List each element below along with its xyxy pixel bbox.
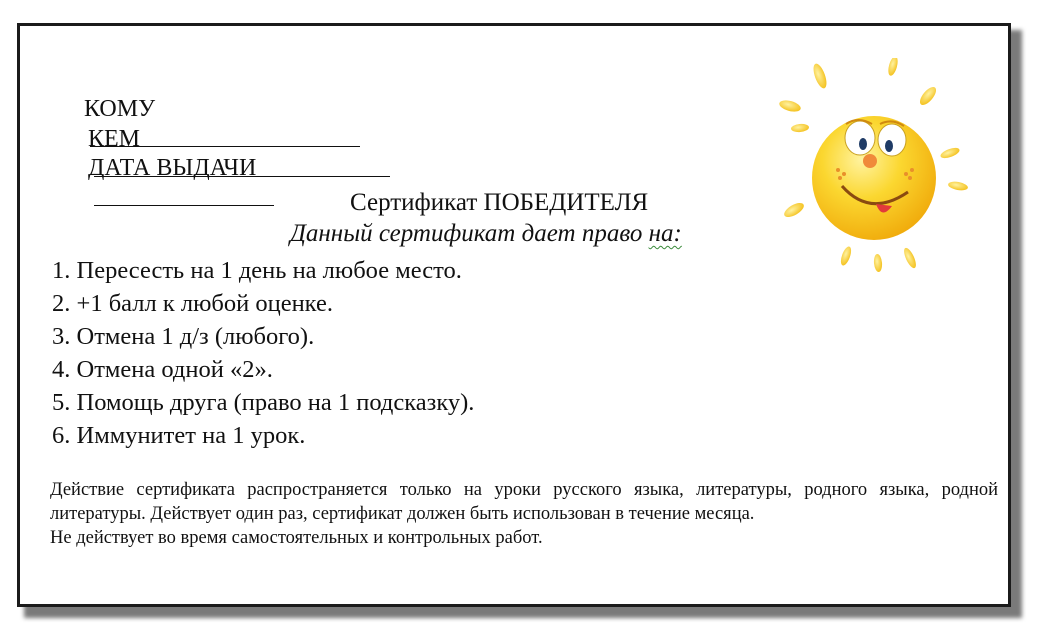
certificate-card (17, 23, 1011, 607)
terms-paragraph: Действие сертификата распространяется только на уроки русского языка, литературы, родного языка, родной литературы. Действует один раз, сертификат должен быть использован в течение месяца. (50, 480, 998, 524)
subtitle-underlined-text: на: (648, 220, 682, 247)
recipient-label: КОМУ (84, 96, 156, 122)
subtitle-text: Данный сертификат дает право (290, 220, 649, 247)
date-blank (94, 183, 274, 206)
date-label: ДАТА ВЫДАЧИ (88, 155, 257, 181)
certificate-title: Сертификат ПОБЕДИТЕЛЯ (350, 189, 649, 216)
certificate-subtitle (290, 219, 682, 249)
list-item: 3. Отмена 1 д/з (любого). (52, 323, 315, 350)
smiling-sun-icon (758, 58, 968, 288)
date-field (64, 123, 274, 244)
list-item: 2. +1 балл к любой оценке. (52, 290, 333, 317)
terms-paragraph: Не действует во время самостоятельных и контрольных работ. (50, 528, 543, 548)
list-item: 6. Иммунитет на 1 урок. (52, 422, 306, 449)
terms-note (50, 478, 998, 550)
list-item: 5. Помощь друга (право на 1 подсказку). (52, 389, 475, 416)
issuer-label: КЕМ (88, 126, 141, 152)
privileges-list (52, 254, 474, 452)
sun-nose (863, 154, 877, 168)
list-item: 1. Пересесть на 1 день на любое место. (52, 257, 462, 284)
list-item: 4. Отмена одной «2». (52, 356, 273, 383)
